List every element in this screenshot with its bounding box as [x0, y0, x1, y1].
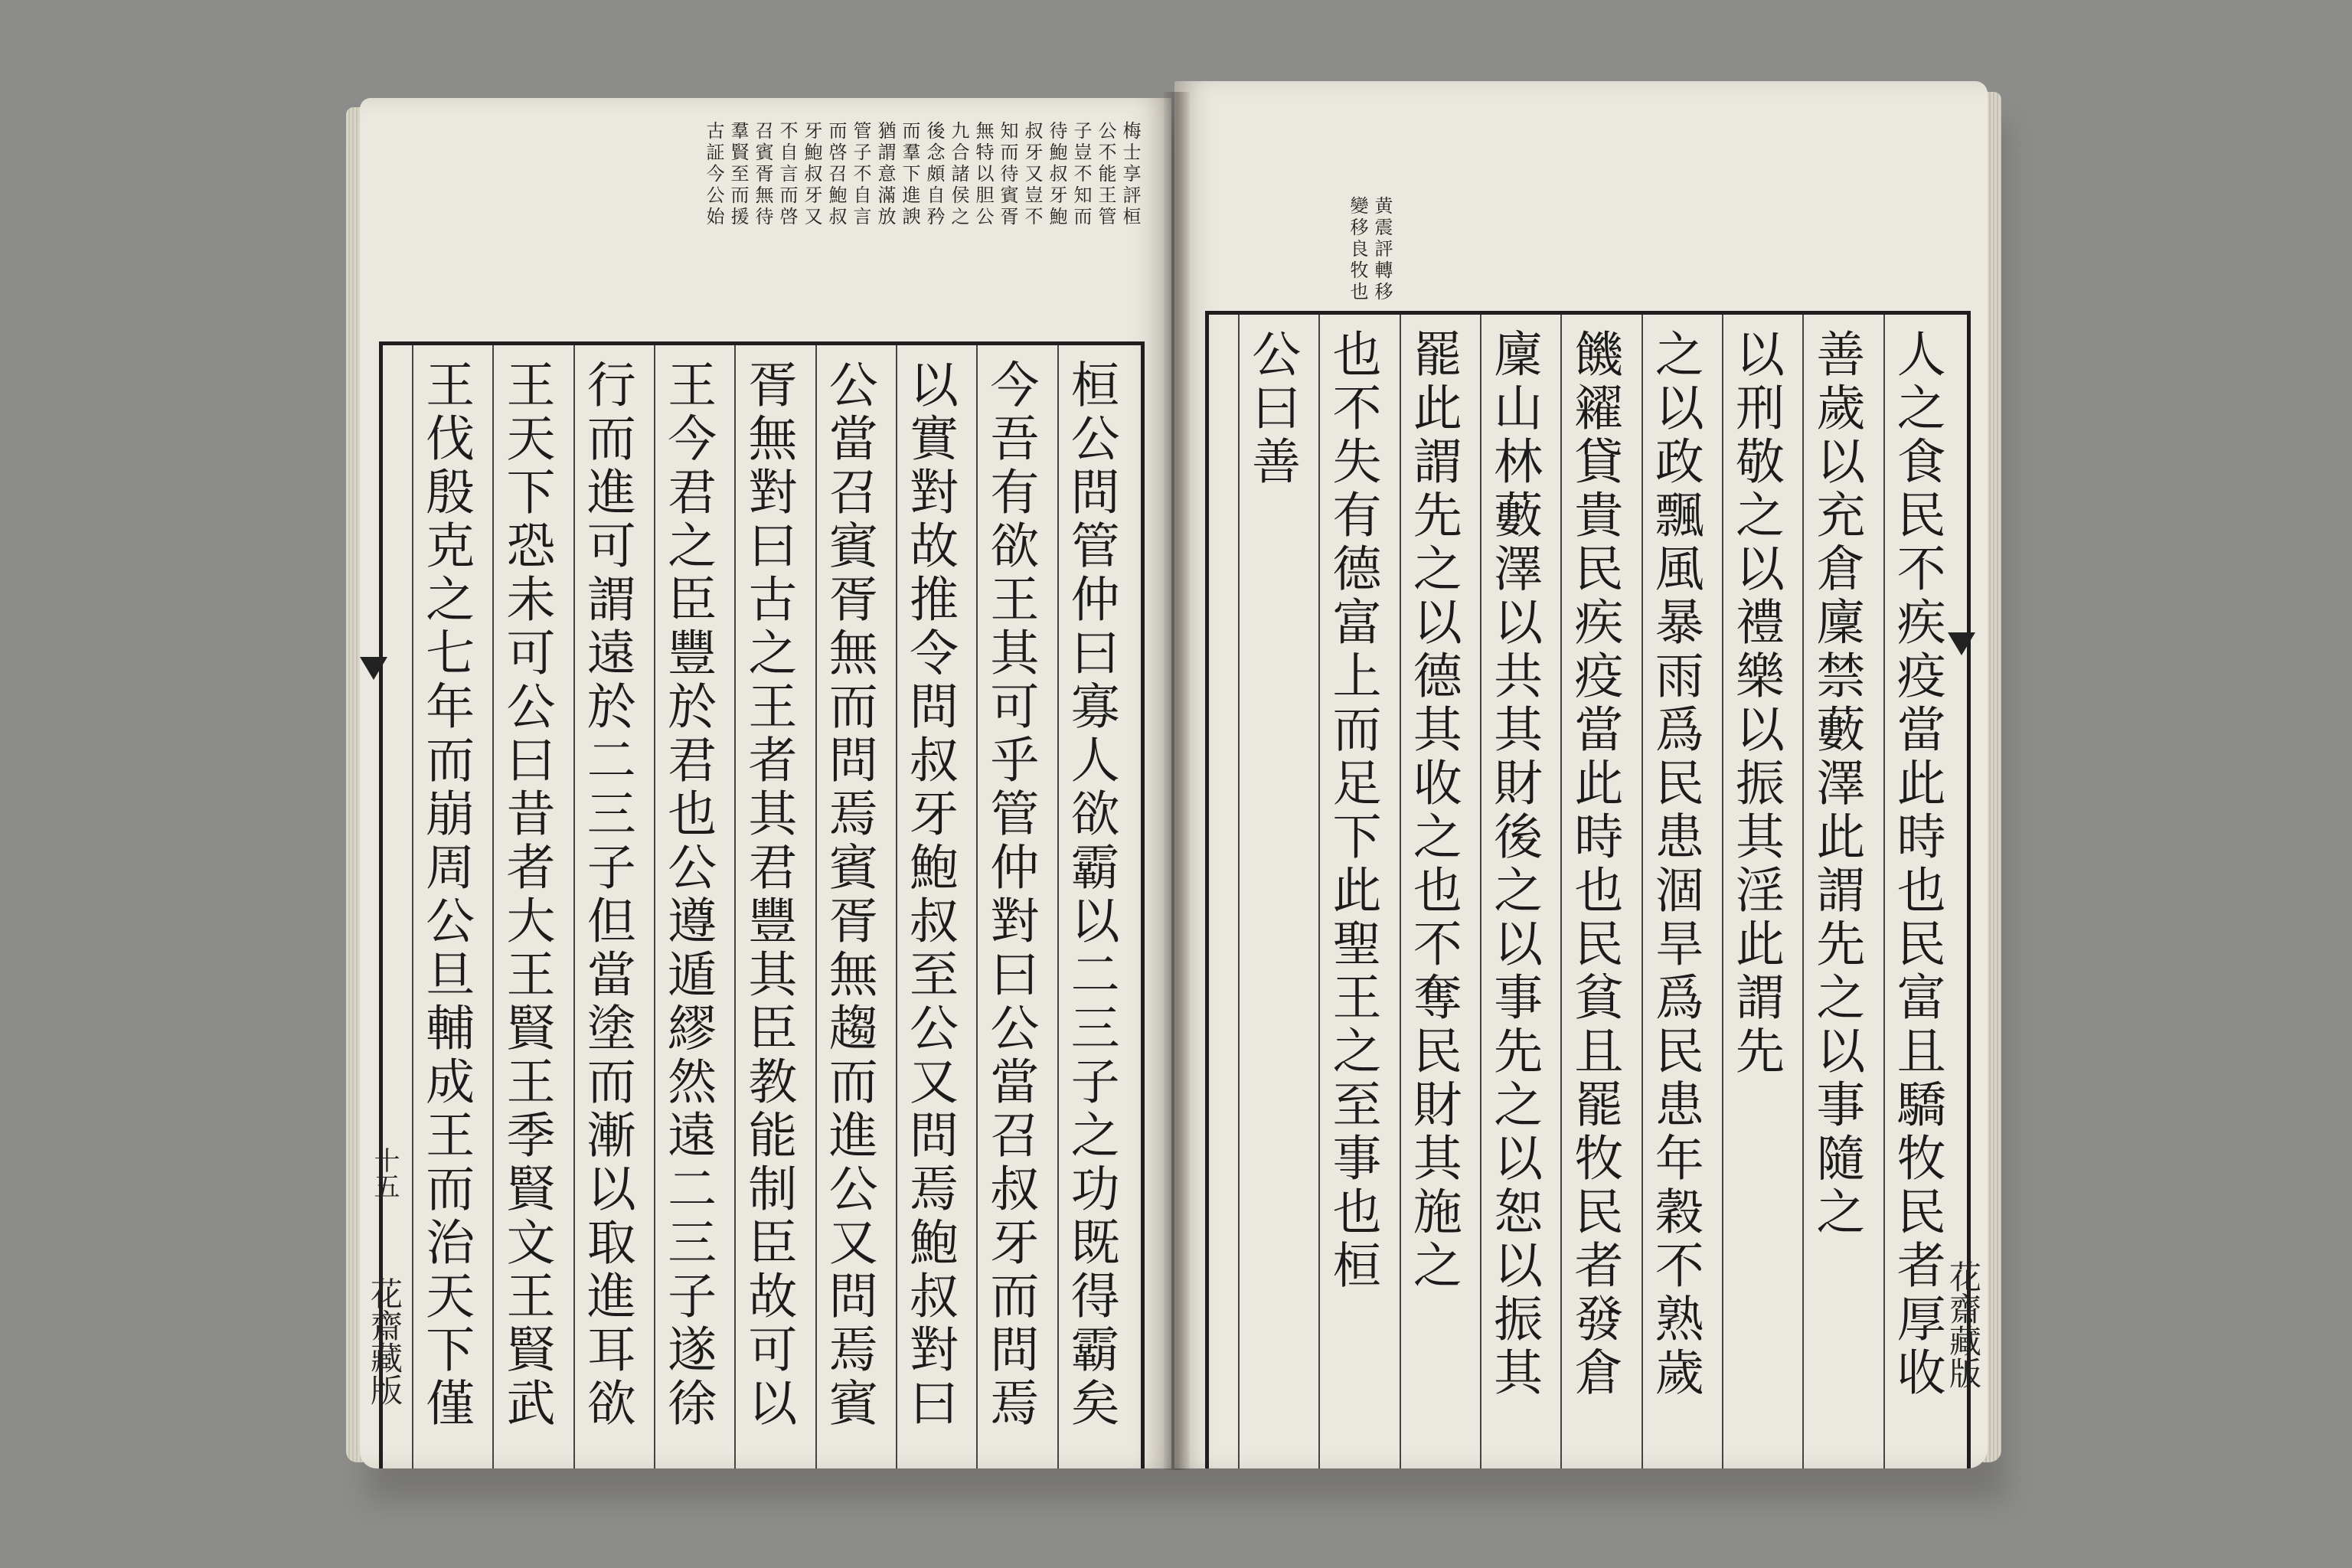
column-rule [1883, 315, 1885, 1468]
column-rule [1642, 315, 1643, 1468]
right-text-column: 廩山林藪澤以共其財後之以事先之以恕以振其 [1485, 328, 1543, 1400]
left-head-note: 子豈不知而 [1070, 121, 1092, 228]
fish-tail-mark [1948, 632, 1975, 655]
right-text-column: 以刑敬之以禮樂以振其淫此謂先 [1727, 328, 1785, 1079]
column-rule [1400, 315, 1401, 1468]
left-text-column: 桓公問管仲曰寡人欲霸以二三子之功既得霸矣 [1062, 359, 1119, 1431]
left-head-note: 古証今公始 [703, 121, 724, 228]
page-number: 十五 [369, 1147, 400, 1199]
column-rule [1238, 315, 1240, 1468]
right-head-note: 黄震評轉移 [1371, 196, 1393, 303]
left-head-note: 知而待賓胥 [997, 121, 1018, 228]
left-head-note: 猶謂意滿放 [874, 121, 896, 228]
right-text-column: 也不失有德富上而足下此聖王之至事也桓 [1324, 328, 1381, 1293]
left-head-note: 梅士享評桓 [1119, 121, 1141, 228]
column-rule [654, 345, 655, 1468]
right-text-column: 罷此謂先之以德其收之也不奪民財其施之 [1404, 328, 1462, 1293]
left-head-note: 管子不自言 [850, 121, 871, 228]
column-rule [492, 345, 494, 1468]
right-text-column: 之以政飄風暴雨爲民患涸旱爲民患年穀不熟歲 [1646, 328, 1704, 1400]
right-head-note: 變移良牧也 [1347, 196, 1368, 303]
left-head-note: 叔牙又豈不 [1021, 121, 1043, 228]
left-page [360, 98, 1171, 1468]
left-text-column: 王伐殷克之七年而崩周公旦輔成王而治天下僅 [417, 359, 475, 1431]
column-rule [976, 345, 978, 1468]
left-text-frame [379, 341, 1145, 1468]
left-head-note: 而啓召鮑叔 [825, 121, 847, 228]
left-head-note: 不自言而啓 [776, 121, 798, 228]
book-gutter [1164, 92, 1190, 1470]
left-head-note: 羣賢至而援 [727, 121, 749, 228]
left-head-note: 九合諸侯之 [948, 121, 969, 228]
left-head-note: 無特以胆公 [972, 121, 994, 228]
left-head-note: 而羣下進諛 [899, 121, 920, 228]
column-rule [1722, 315, 1723, 1468]
fish-tail-mark [360, 657, 387, 680]
left-head-note: 待鮑叔牙鮑 [1046, 121, 1067, 228]
right-text-frame [1205, 311, 1971, 1468]
column-rule [412, 345, 413, 1468]
left-head-note: 牙鮑叔牙又 [801, 121, 822, 228]
right-text-column: 善歲以充倉廩禁藪澤此謂先之以事隨之 [1808, 328, 1865, 1240]
left-text-column: 公當召賓胥無而問焉賓胥無趨而進公又問焉賓 [820, 359, 877, 1431]
column-rule [734, 345, 736, 1468]
left-text-column: 今吾有欲王其可乎管仲對曰公當召叔牙而問焉 [982, 359, 1039, 1431]
left-text-column: 行而進可謂遠於二三子但當塗而漸以取進耳欲 [578, 359, 635, 1431]
left-head-note: 後念頗自矜 [923, 121, 945, 228]
column-rule [896, 345, 897, 1468]
left-text-column: 王今君之臣豐於君也公遵遁繆然遠二三子遂徐 [659, 359, 717, 1431]
column-rule [573, 345, 575, 1468]
column-rule [1480, 315, 1481, 1468]
publisher-tab: 花齋藏版 [1945, 1260, 1982, 1389]
column-rule [815, 345, 817, 1468]
column-rule [1560, 315, 1562, 1468]
column-rule [1057, 345, 1059, 1468]
column-rule [1318, 315, 1320, 1468]
left-head-note: 召賓胥無待 [752, 121, 773, 228]
right-text-column: 公曰善 [1243, 328, 1301, 489]
right-text-column: 饑糴貸貴民疾疫當此時也民貧且罷牧民者發倉 [1566, 328, 1623, 1400]
left-head-note: 公不能王管 [1095, 121, 1116, 228]
left-text-column: 王天下恐未可公曰昔者大王賢王季賢文王賢武 [498, 359, 555, 1431]
left-text-column: 以實對故推令問叔牙鮑叔至公又問焉鮑叔對曰 [901, 359, 959, 1431]
column-rule [1802, 315, 1804, 1468]
right-text-column: 人之食民不疾疫當此時也民富且驕牧民者厚收 [1888, 328, 1945, 1400]
right-page [1174, 81, 1988, 1468]
left-text-column: 胥無對曰古之王者其君豐其臣教能制臣故可以 [740, 359, 797, 1431]
publisher-tab: 花齋藏版 [366, 1277, 403, 1406]
